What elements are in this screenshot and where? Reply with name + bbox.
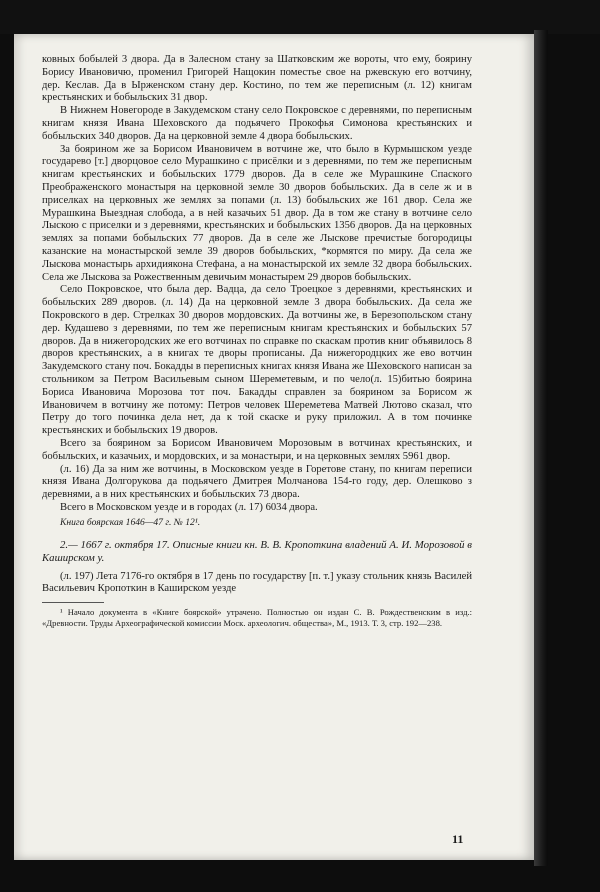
paragraph-7: Всего в Московском уезде и в городах (л. 17) 6034 двора. — [60, 501, 318, 513]
final-paragraph: (л. 197) Лета 7176-го октября в 17 день по государству [п. т.] указу стольник князь Василей Васильевич Кропоткин в Каширском уезде — [42, 570, 472, 595]
page-number: 11 — [452, 832, 464, 846]
page-edge-shadow — [534, 30, 548, 866]
page-text — [42, 54, 472, 628]
footnote: ¹ Начало документа в «Книге боярской» утрачено. Полностью он издан С. В. Рождественским в изд.: «Древности. Труды Археографической комиссии Моск. археологич. общества», М., 1913. Т. 3, стр. 192—238. — [42, 607, 472, 628]
paragraph-3: За боярином же за Борисом Ивановичем в вотчине же, что было в Курмышском уезде государево [т.] дворцовое село Мурашкино с присёлки и з деревнями, по тем же переписным книгам крестьянских и бобыльских 1779 дворов. Да в селе же Мурашкине Спаского Преображенского монастыря на церковной земле 30 дворов бобыльских. Да в селе ж и в приселках на церковных же землях за попами (л. 13) бобыльских же 161 двор. Села же Мурашкина Выездная слобода, а в ней казачьих 51 двор. Да в том же стану в вотчине село Лыскою с приселки и з деревнями, крестьянских и бобыльских 1356 дворов. Да на церковных землях за попами бобыльских 77 дворов. Да в селе же Лыскове пречистые богородицы казанские на монастырской земле 39 дворов бобыльских, *кормятся по миру. Да села же Лыскова монастырь архидиякона Стефана, а на монастырской их земле 32 двора бобыльских. Села же Лыскова за Рожественным девичьим монастырем 29 дворов бобыльских. — [42, 143, 472, 283]
footnote-divider — [42, 602, 104, 603]
paragraph-6: (л. 16) Да за ним же вотчины, в Московском уезде в Горетове стану, по книгам переписи князя Ивана Долгорукова да подьячего Дмитрея Молчанова 154-го году, дер. Олешково з деревнями, а в них крестьянских и бобыльских 73 двора. — [42, 463, 472, 501]
paragraph-1: ковных бобылей 3 двора. Да в Залесном стану за Шатковским же вороты, что ему, боярину Борису Ивановичю, променил Григорей Нащокин поместье свое на ржевскую его вотчину, дер. Кеслав. Да в Ырженском стану дер. Костино, по тем же переписным (л. 12) книгам крестьянских и бобыльских 31 двор. — [42, 54, 472, 104]
scan-background — [0, 0, 600, 34]
paragraph-5: Всего за боярином за Борисом Ивановичем Морозовым в вотчинах крестьянских, и бобыльских, и казачьих, и мордовских, и за монастыри, и на церковных землях 5961 двор. — [42, 437, 472, 462]
source-note: Книга боярская 1646—47 г. № 12¹. — [60, 516, 201, 528]
document-heading: 2.— 1667 г. октября 17. Описные книги кн. В. В. Кропоткина владений А. И. Морозовой в Каширском у. — [42, 539, 472, 565]
paragraph-4: Село Покровское, что была дер. Вадца, да село Троецкое з деревнями, крестьянских и бобыльских 289 дворов. (л. 14) Да на церковной земле 3 двора бобыльских. Да села же Покровского в дер. Стрелках 30 дворов мордовских. Да вотчины же, в Березопольском стану дер. Кудашево з деревнями, по тем же переписным книгам крестьянских и бобыльских 57 дворов. Да в нижегородских же его вотчинах по справке по скаскам против книг объявилось 8 дворов крестьянских, а в книгах те дворы прописаны. Да нижегородцких же ево вотчин Закудемского стану поч. Бокадды в переписных книгах князя Ивана же Шеховского написан за стольником за Петром Васильевым сыном Шереметевым, и по чело(л. 15)битью боярина Бориса Ивановича Морозова тот поч. Бакадды справлен за боярином за Борисом ж Ивановичем в вотчину же потому: Петров человек Шереметева Матвей Лютово сказал, что Петру до того починка дела нет, да к той скаске и руку приложил. А в том починке крестьянских и бобыльских 19 дворов. — [42, 284, 472, 437]
paragraph-2: В Нижнем Новегороде в Закудемском стану село Покровское с деревнями, по переписным книгам князя Ивана Шеховского да подьячего Прокофья Симонова крестьянских и бобыльских 340 дворов. Да на церковной земле 4 двора бобыльских. — [42, 105, 472, 142]
